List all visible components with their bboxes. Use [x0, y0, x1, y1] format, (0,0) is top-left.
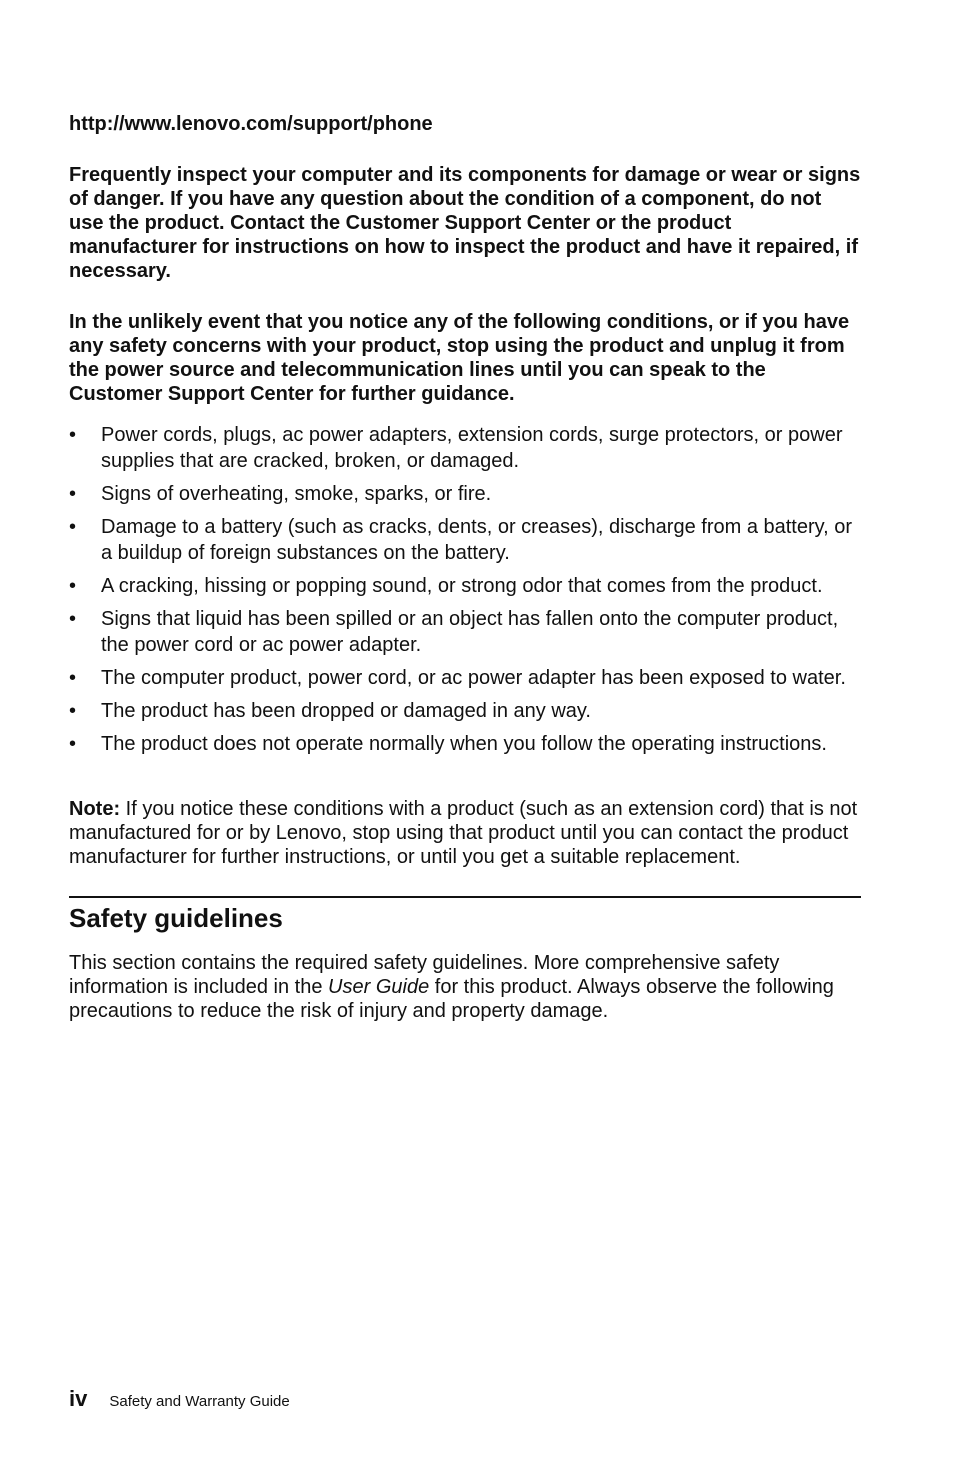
list-item-text: The product does not operate normally when you follow the operating instructions.	[101, 733, 827, 755]
conditions-list	[69, 422, 861, 757]
bullet-icon: •	[69, 608, 77, 630]
page-number: iv	[69, 1386, 88, 1411]
note-paragraph	[69, 797, 861, 869]
list-item	[69, 731, 861, 757]
list-item-text: Damage to a battery (such as cracks, dents, or creases), discharge from a battery, or a buildup of foreign substances on the battery.	[101, 516, 853, 564]
list-item	[69, 698, 861, 724]
bullet-icon: •	[69, 667, 77, 689]
list-item	[69, 514, 861, 566]
section-title: Safety guidelines	[69, 903, 283, 933]
list-item-text: The computer product, power cord, or ac power adapter has been exposed to water.	[101, 667, 846, 689]
bullet-icon: •	[69, 700, 77, 722]
document-page	[69, 112, 861, 1023]
list-item	[69, 481, 861, 507]
list-item	[69, 422, 861, 474]
section-body-text-start: This section contains the required safety guidelines. More comprehensive safety information is included in the	[69, 952, 780, 998]
footer-title: Safety and Warranty Guide	[109, 1393, 290, 1410]
list-item	[69, 573, 861, 599]
section-body-text-end: for this product. Always observe the following precautions to reduce the risk of injury and property damage.	[69, 976, 834, 1022]
note-label: Note:	[69, 798, 121, 820]
page-footer	[69, 1386, 290, 1415]
list-item-text: The product has been dropped or damaged in any way.	[101, 700, 591, 722]
support-phone-url: http://www.lenovo.com/support/phone	[69, 113, 433, 135]
bullet-icon: •	[69, 516, 77, 538]
note-text: If you notice these conditions with a product (such as an extension cord) that is not manufactured for or by Lenovo, stop using that product until you can contact the product manufacturer for further instructions, or until you get a suitable replacement.	[69, 798, 858, 868]
list-item	[69, 606, 861, 658]
bullet-icon: •	[69, 483, 77, 505]
inspection-paragraph: Frequently inspect your computer and its components for damage or wear or signs of danger. If you have any question about the condition of a component, do not use the product. Contact the Customer Support Center or the product manufacturer for instructions on how to inspect the product and have it repaired, if necessary.	[69, 164, 861, 282]
list-item	[69, 665, 861, 691]
list-item-text: Signs of overheating, smoke, sparks, or fire.	[101, 483, 492, 505]
bullet-icon: •	[69, 424, 77, 446]
conditions-intro-paragraph: In the unlikely event that you notice any of the following conditions, or if you have any safety concerns with your product, stop using the product and unplug it from the power source and telecommunication lines until you can speak to the Customer Support Center for further guidance.	[69, 311, 850, 405]
section-body	[69, 951, 861, 1023]
user-guide-title: User Guide	[328, 976, 430, 998]
section-divider	[69, 896, 861, 898]
bullet-icon: •	[69, 733, 77, 755]
list-item-text: Power cords, plugs, ac power adapters, extension cords, surge protectors, or power supplies that are cracked, broken, or damaged.	[101, 424, 843, 472]
bullet-icon: •	[69, 575, 77, 597]
list-item-text: A cracking, hissing or popping sound, or strong odor that comes from the product.	[101, 575, 823, 597]
list-item-text: Signs that liquid has been spilled or an object has fallen onto the computer product, the power cord or ac power adapter.	[101, 608, 839, 656]
